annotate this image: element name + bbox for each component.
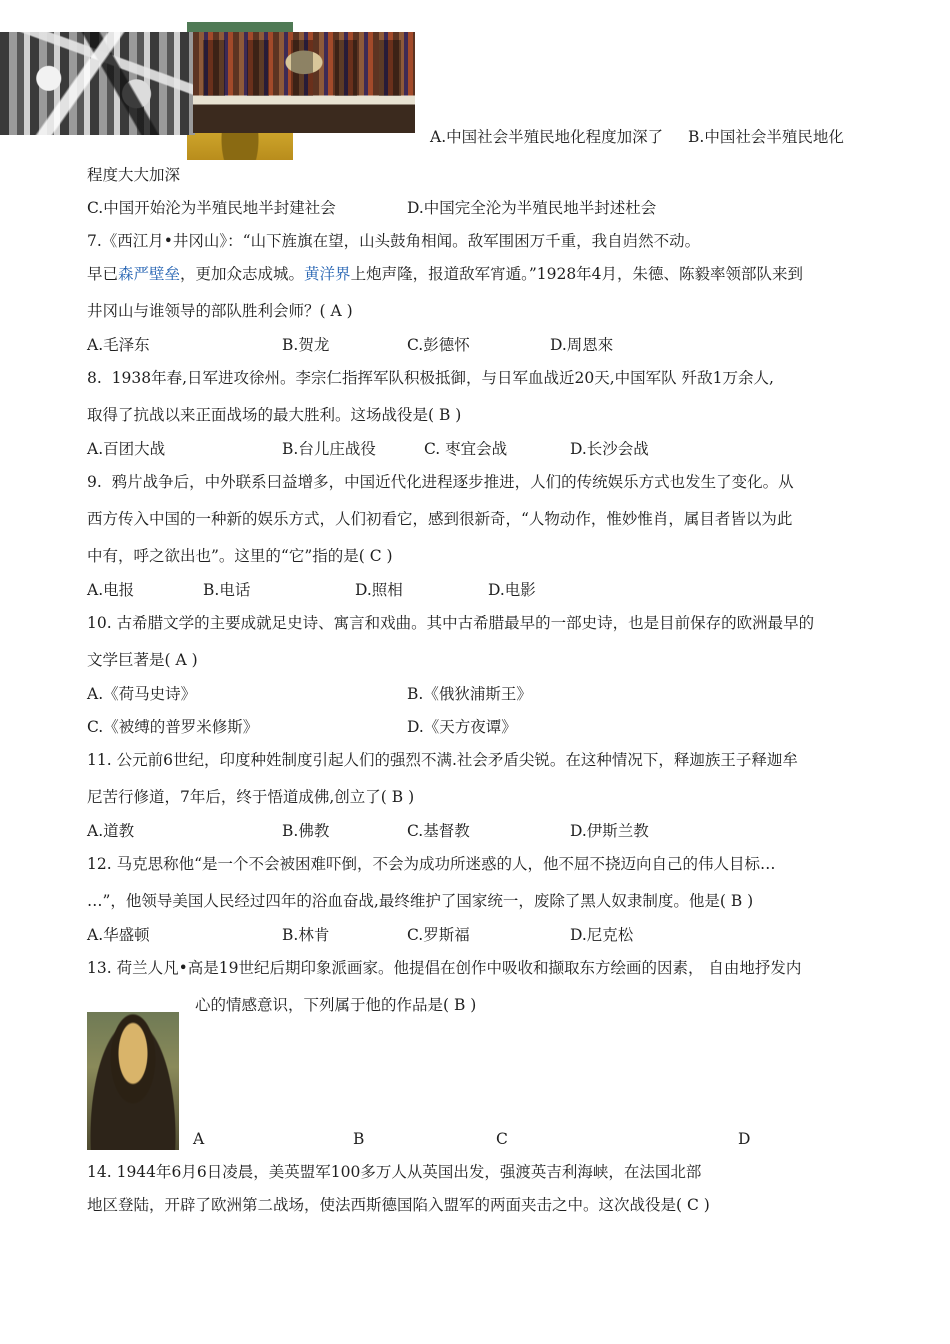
q8-option-c: C. 枣宜会战 [424, 440, 508, 458]
q13-option-c: C [496, 1130, 508, 1148]
mona-lisa-painting-image [87, 1012, 179, 1150]
q6-option-d: D.中国完全沦为半殖民地半封述杜会 [407, 199, 657, 217]
q12-option-a: A.华盛顿 [87, 926, 150, 944]
q10-option-b: B.《俄狄浦斯王》 [407, 685, 532, 703]
q7-stem-line1: 7.《西江月•井冈山》：“山下旌旗在望，山头鼓角相闻。敌军围困万千重，我自岿然不动。 [87, 232, 701, 250]
q8-option-d: D.长沙会战 [570, 440, 649, 458]
q12-stem-line1: 12. 马克思称他“是一个不会被困难吓倒，不会为成功所迷惑的人，他不屈不挠迈向自己的伟人目标… [87, 855, 776, 873]
q11-stem-line1: 11. 公元前6世纪，印度种姓制度引起人们的强烈不满.社会矛盾尖锐。在这种情况下，释迦族王子释迦牟 [87, 751, 798, 769]
q7-link-huangyangjie[interactable]: 黄洋界 [304, 265, 351, 283]
q7-option-a: A.毛泽东 [87, 336, 150, 354]
q9-stem-line1: 9. 鸦片战争后，中外联系曰益增多，中国近代化进程逐步推进，人们的传统娱乐方式也发生了变化。从 [87, 473, 794, 491]
q7-link-senyanbilei[interactable]: 森严壁垒 [118, 265, 181, 283]
q10-option-a: A.《荷马史诗》 [87, 685, 197, 703]
q12-stem-line2: …”，他领导美国人民经过四年的浴血奋战,最终维护了国家统一，废除了黑人奴隶制度。他是( B ) [87, 892, 754, 910]
q7-option-c: C.彭德怀 [407, 336, 470, 354]
q9-stem-line2: 西方传入中国的一种新的娱乐方式，人们初看它，感到很新奇，“人物动作，惟妙惟肖，属目者皆以为此 [87, 510, 793, 528]
last-supper-painting-image [193, 32, 415, 133]
q10-option-c: C.《被缚的普罗米修斯》 [87, 718, 259, 736]
q8-stem-line1: 8. 1938年春,日军进攻徐州。李宗仁指挥军队积极抵御，与日军血战近20天,中国军队 歼敌1万余人, [87, 369, 774, 387]
q6-option-a: A.中国社会半殖民地化程度加深了 [430, 128, 664, 146]
q9-option-c: D.照相 [355, 581, 403, 599]
q13-stem-line1: 13. 荷兰人凡•高是19世纪后期印象派画家。他提倡在创作中吸收和撷取东方绘画的因素， 自由地抒发内 [87, 959, 802, 977]
q11-option-c: C.基督教 [407, 822, 470, 840]
q8-option-a: A.百团大战 [87, 440, 166, 458]
q12-option-d: D.尼克松 [570, 926, 634, 944]
q7-option-b: B.贺龙 [282, 336, 330, 354]
q13-option-d: D [738, 1130, 751, 1148]
q14-stem-line2: 地区登陆，开辟了欧洲第二战场，使法西斯德国陷入盟军的两面夹击之中。这次战役是( C ) [87, 1196, 710, 1214]
q10-stem-line2: 文学巨著是( A ) [87, 651, 198, 669]
q8-option-b: B.台儿庄战役 [282, 440, 376, 458]
q9-option-a: A.电报 [87, 581, 135, 599]
q8-stem-line2: 取得了抗战以来正面战场的最大胜利。这场战役是( B ) [87, 406, 462, 424]
q6-option-b: B.中国社会半殖民地化 [688, 128, 844, 146]
q10-option-d: D.《天方夜谭》 [407, 718, 517, 736]
q9-option-b: B.电话 [203, 581, 251, 599]
q13-option-b: B [353, 1130, 365, 1148]
q10-stem-line1: 10. 古希腊文学的主要成就足史诗、寓言和戏曲。其中古希腊最早的一部史诗，也是目前保存的欧洲最早的 [87, 614, 815, 632]
q7-stem-line2 [87, 264, 803, 284]
q11-option-a: A.道教 [87, 822, 135, 840]
q6-option-b-continued: 程度大大加深 [87, 166, 181, 184]
q7-stem-line3: 井冈山与谁领导的部队胜利会师？( A ) [87, 302, 353, 320]
q13-stem-line2: 心的情感意识，下列属于他的作品是( B ) [195, 996, 477, 1014]
q13-option-a: A [193, 1130, 205, 1148]
q9-option-d: D.电影 [488, 581, 536, 599]
guernica-painting-image [0, 32, 195, 135]
q11-stem-line2: 尼苦行修道，7年后，终于悟道成佛,创立了( B ) [87, 788, 415, 806]
q11-option-d: D.伊斯兰教 [570, 822, 649, 840]
q7-text-a: 早已 [87, 265, 119, 283]
q11-option-b: B.佛教 [282, 822, 330, 840]
q12-option-c: C.罗斯福 [407, 926, 470, 944]
q9-stem-line3: 中有，呼之欲出也”。这里的“它”指的是( C ) [87, 547, 393, 565]
q7-text-c: 上炮声隆，报道敌军宵遁。”1928年4月，朱德、陈毅率领部队来到 [350, 265, 804, 283]
q7-option-d: D.周恩來 [550, 336, 614, 354]
q12-option-b: B.林肯 [282, 926, 330, 944]
q7-text-b: ，更加众志成城。 [180, 265, 305, 283]
q6-option-c: C.中国开始沦为半殖民地半封建社会 [87, 199, 336, 217]
q14-stem-line1: 14. 1944年6月6日凌晨，美英盟军100多万人从英国出发，强渡英吉利海峡，在法国北部 [87, 1163, 702, 1181]
